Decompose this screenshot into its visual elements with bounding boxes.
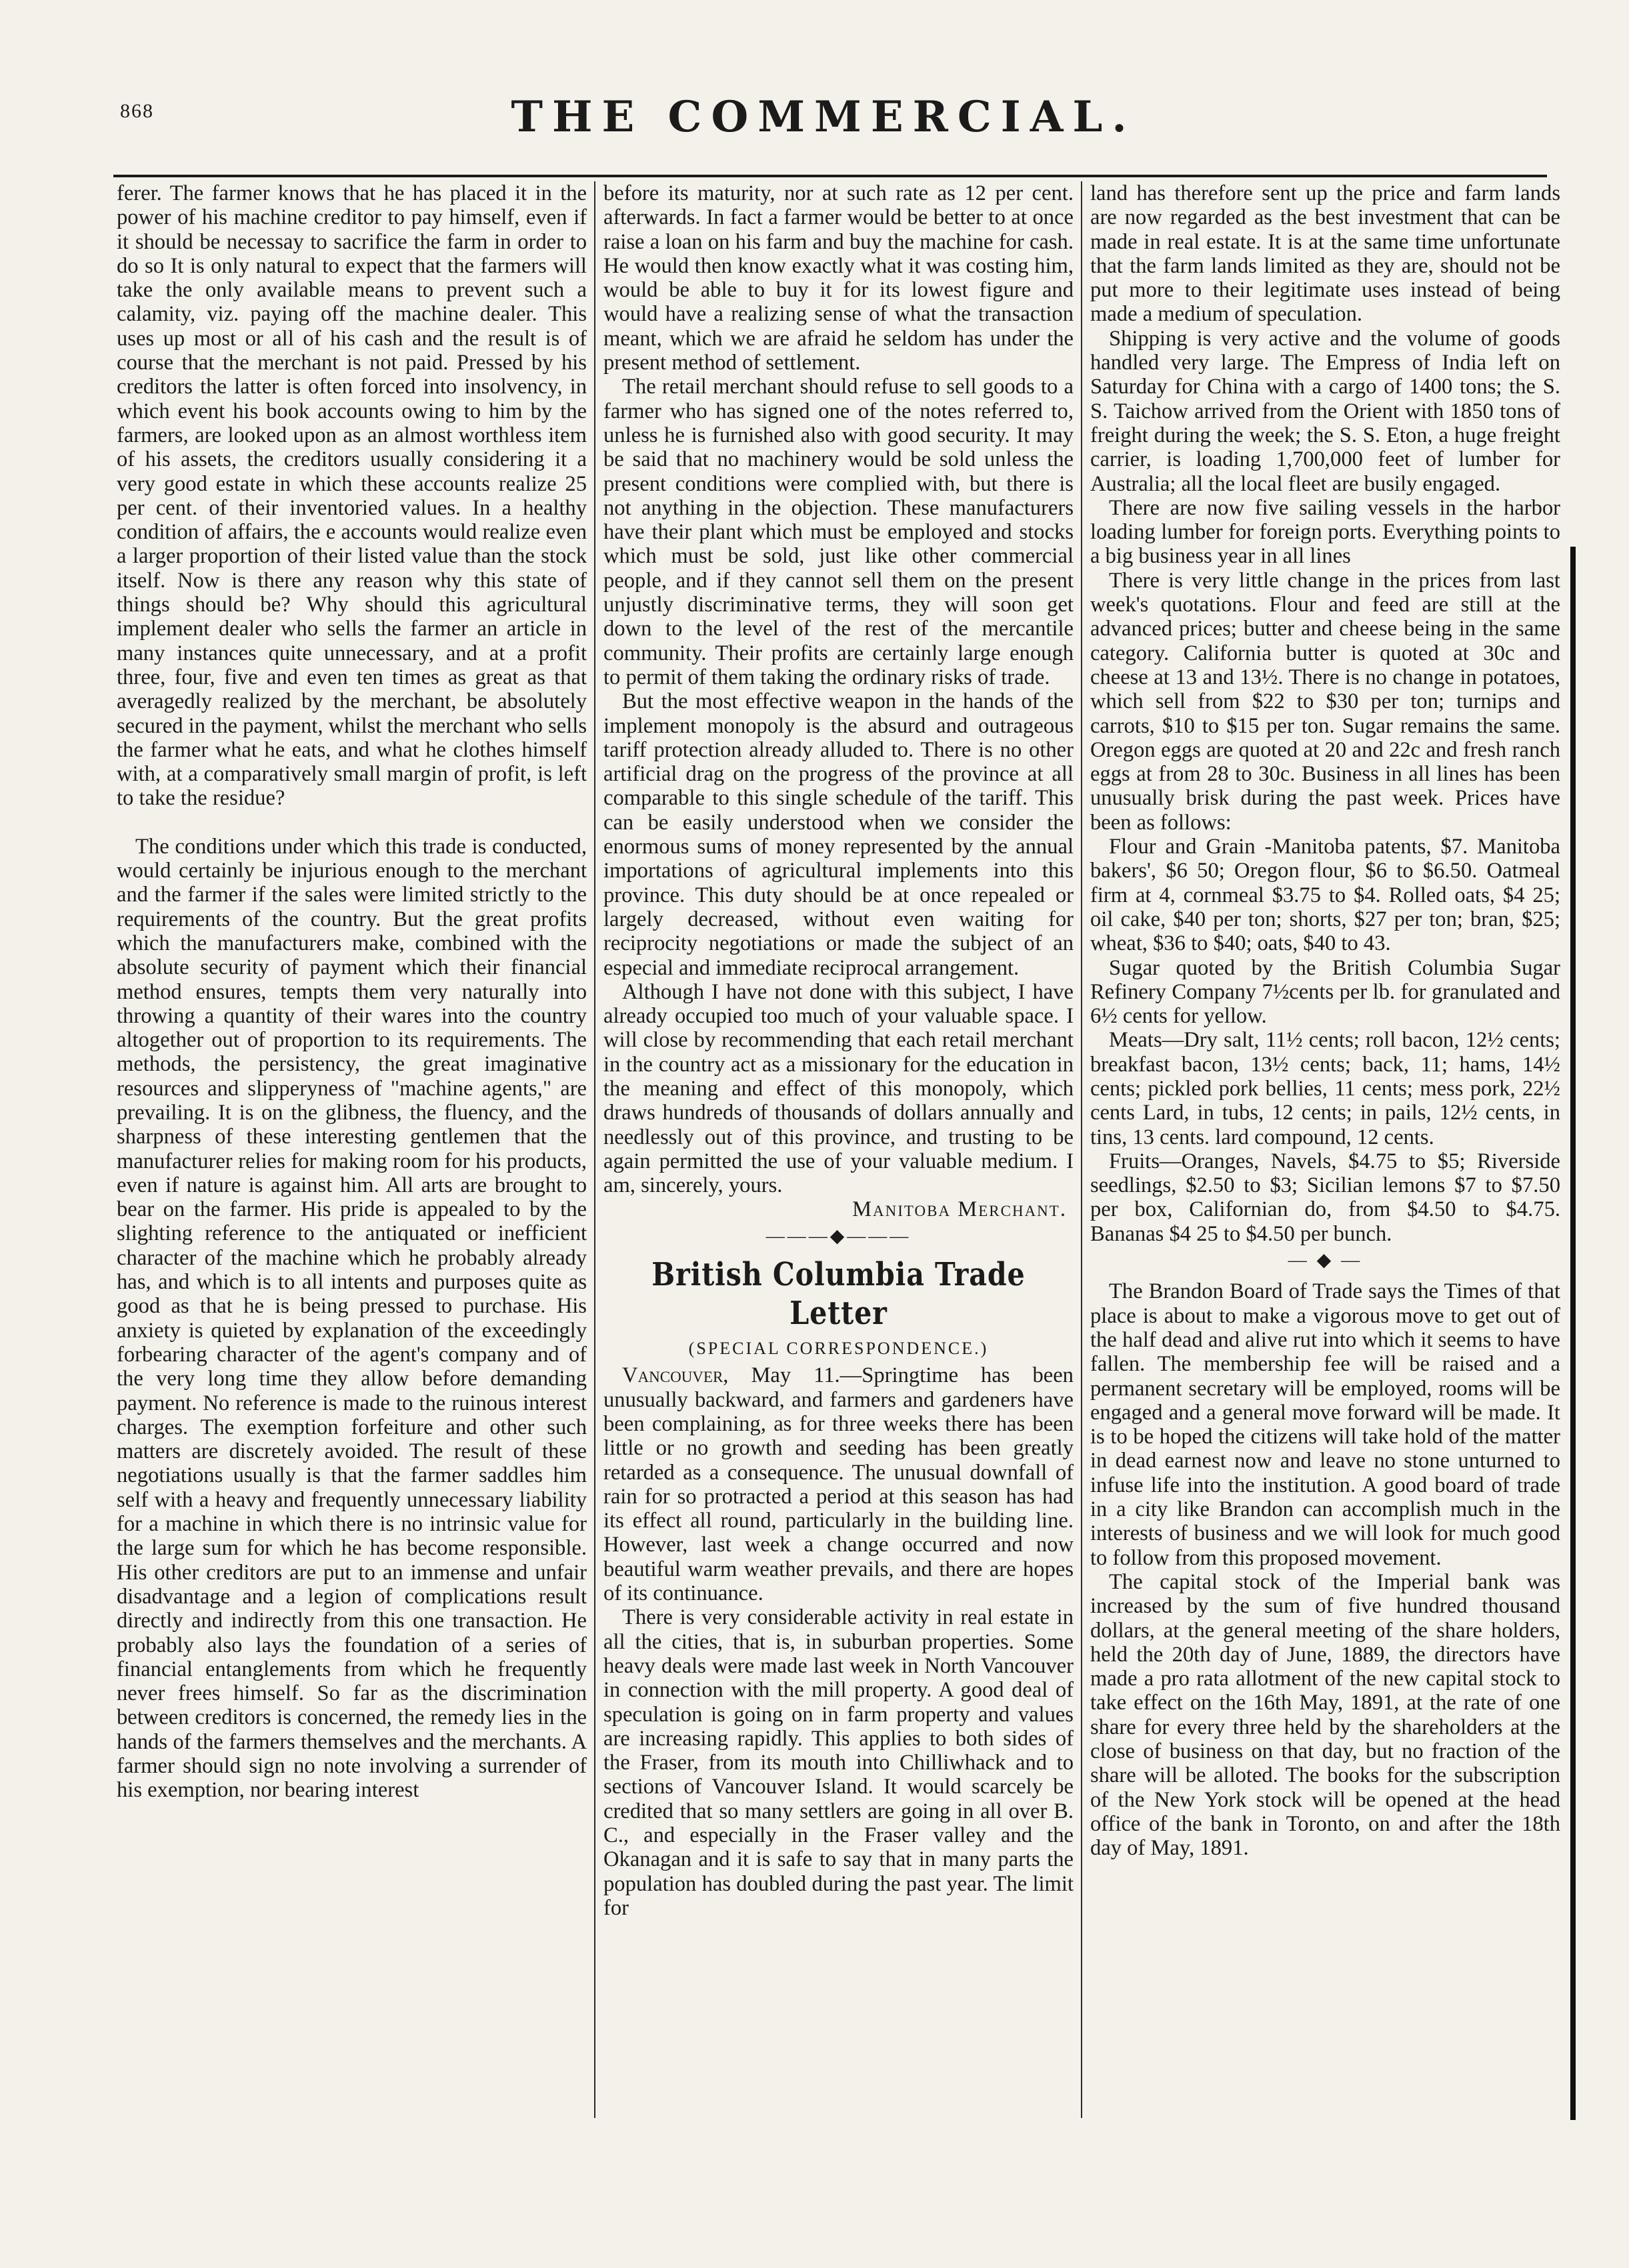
article-paragraph: before its maturity, nor at such rate as 12 per cent. afterwards. In fact a farmer would be better to at once raise a loan on his farm and buy the machine for cash. He would then know exactly what it was costing him, would be able to buy it for its lowest figure and would have a realizing sense of what the transaction meant, which we are afraid he seldom has under the present method of settlement. — [603, 181, 1074, 375]
column-2 — [603, 181, 1074, 2125]
article-paragraph: There is very considerable activity in real estate in all the cities, that is, in suburban properties. Some heavy deals were made last week in North Vancouver in connection with the mill property. A good deal of speculation is going on in farm property and values are increasing rapidly. This applies to both sides of the Fraser, from its mouth into Chilliwhack and to sections of Vancouver Island. It would scarcely be credited that so many settlers are going in all over B. C., and especially in the Fraser valley and the Okanagan and it is safe to say that in many parts the population has doubled during the past year. The limit for — [603, 1605, 1074, 1920]
article-paragraph: The retail merchant should refuse to sell goods to a farmer who has signed one of the notes referred to, unless he is furnished also with good security. It may be said that no machinery would be sold unless the present conditions were complied with, but there is not anything in the objection. These manufacturers have their plant which must be employed and stocks which must be sold, just like other commercial people, and if they cannot sell them on the present unjustly discriminative terms, they will soon get down to the level of the rest of the mercantile community. Their profits are certainly large enough to permit of them taking the ordinary risks of trade. — [603, 375, 1074, 689]
column-3 — [1090, 181, 1560, 2125]
article-paragraph: But the most effective weapon in the hands of the implement monopoly is the absurd and outrageous tariff protection already alluded to. There is no other artificial drag on the progress of the province at all comparable to this single schedule of the tariff. This can be easily understood when we consider the enormous sums of money represented by the annual importations of agricultural implements into this province. This duty should be at once repealed or largely decreased, without even waiting for reciprocity negotiations or made the subject of an especial and immediate reciprocal arrangement. — [603, 689, 1074, 980]
article-paragraph: Although I have not done with this subject, I have already occupied too much of your valuable space. I will close by recommending that each retail merchant in the country act as a missionary for the education in the meaning and effect of this monopoly, which draws hundreds of thousands of dollars annually and needlessly out of this province, and trusting to be again permitted the use of your valuable medium. I am, sincerely, yours. — [603, 979, 1074, 1198]
section-divider: ———◆——— — [765, 1225, 912, 1247]
article-headline: British Columbia Trade Letter — [651, 1256, 1026, 1333]
page-number: 868 — [120, 100, 154, 122]
article-paragraph: Shipping is very active and the volume of goods handled very large. The Empress of India left on Saturday for China with a cargo of 1400 tons; the S. S. Taichow arrived from the Orient with 1850 tons of freight during the week; the S. S. Eton, a huge freight carrier, is loading 1,700,000 feet of lumber for Australia; all the local fleet are busily engaged. — [1090, 326, 1560, 496]
article-paragraph: The conditions under which this trade is conducted, would certainly be injurious enough to the merchant and the farmer if the sales were limited strictly to the requirements of the country. But the great profits which the manufacturers make, combined with the absolute security of payment which their financial method ensures, tempts them very naturally into throwing a quantity of their wares into the country altogether out of proportion to its requirements. The methods, the persistency, the great imaginative resources and slipperyness of "machine agents," are prevailing. It is on the glibness, the fluency, and the sharpness of these interesting gentlemen that the manufacturer relies for making room for his products, even if nature is against him. All arts are brought to bear on the farmer. His pride is appealed to by the slighting reference to the antiquated or inefficient character of the machine which he probably already has, and which is to all intents and purposes quite as good as that he is being pressed to purchase. His anxiety is quieted by explanation of the exceedingly forbearing character of the agent's company and of the very long time they allow before demanding payment. No reference is made to the ruinous interest charges. The exemption forfeiture and other such matters are discretely avoided. The result of these negotiations usually is that the farmer saddles him self with a heavy and frequently unnecessary liability for a machine in which there is no intrinsic value for the large sum for which he has become responsible. His other creditors are put to an immense and unfair disadvantage and a legion of complications result directly and indirectly from this one transaction. He probably also lays the foundation of a series of financial entanglements from which he frequently never frees himself. So far as the discrimination between creditors is concerned, the remedy lies in the hands of the farmers themselves and the merchants. A farmer should sign no note involving a surrender of his exemption, nor bearing interest — [117, 834, 587, 1803]
article-paragraph: land has therefore sent up the price and farm lands are now regarded as the best investment that can be made in real estate. It is at the same time unfortunate that the farm lands limited as they are, should not be put more to their legitimate uses instead of being made a medium of speculation. — [1090, 181, 1560, 327]
article-paragraph: There are now five sailing vessels in the harbor loading lumber for foreign ports. Everything points to a big business year in all lines — [1090, 495, 1560, 569]
article-paragraph: May 11.—Springtime has been unusually backward, and farmers and gardeners have been complaining, as for three weeks there has been little or no growth and seeding has been greatly retarded as a consequence. The unusual downfall of rain for so protracted a period at this season has had its effect all round, particularly in the building line. However, last week a change occurred and now beautiful warm weather prevails, and there are hopes of its continuance. — [603, 1363, 1074, 1606]
margin-bar — [1570, 547, 1576, 2120]
article-paragraph: ferer. The farmer knows that he has placed it in the power of his machine creditor to pay himself, even if it should be necessay to sacrifice the farm in order to do so It is only natural to expect that the farmers will take the only available means to prevent such a calamity, viz. paying off the machine dealer. This uses up most or all of his cash and the result is of course that the merchant is not paid. Pressed by his creditors the latter is often forced into insolvency, in which event his book accounts owing to him by the farmers, are looked upon as an almost worthless item of his assets, the creditors usually considering it a very good estate in which these accounts realize 25 per cent. of their inventoried values. In a healthy condition of affairs, the e accounts would realize even a larger proportion of their listed value than the stock itself. Now is there any reason why this state of things should be? Why should this agricultural implement dealer who sells the farmer an article in many instances quite unnecessary, and at a profit three, four, five and even ten times as great as that averagedly realized by the merchant, be absolutely secured in the payment, whilst the merchant who sells the farmer what he eats, and what he clothes himself with, at a comparatively small margin of profit, is left to take the residue? — [117, 181, 587, 811]
column-1 — [117, 181, 587, 2125]
price-paragraph: Flour and Grain -Manitoba patents, $7. Manitoba bakers', $6 50; Oregon flour, $6 to $6.50. Oatmeal firm at 4, cornmeal $3.75 to $4. Rolled oats, $4 25; oil cake, $40 per ton; shorts, $27 per ton; bran, $25; wheat, $36 to $40; oats, $40 to 43. — [1090, 835, 1560, 956]
article-paragraph: The Brandon Board of Trade says the Times of that place is about to make a vigorous move to get out of the half dead and alive rut into which it seems to have fallen. The membership fee will be raised and a permanent secretary will be employed, rooms will be engaged and a general move forward will be made. It is to be hoped the citizens will take hold of the matter in dead earnest now and leave no stone unturned to infuse life into the institution. A good board of trade in a city like Brandon can accomplish much in the interests of business and we will look for much good to follow from this proposed movement. — [1090, 1279, 1560, 1570]
header-rule — [113, 175, 1547, 177]
masthead-title: THE COMMERCIAL. — [511, 92, 1136, 142]
section-divider: — ◆ — — [1288, 1250, 1363, 1271]
column-divider-1 — [594, 181, 595, 2118]
price-paragraph: Sugar quoted by the British Columbia Sugar Refinery Company 7½cents per lb. for granulated and 6½ cents for yellow. — [1090, 955, 1560, 1029]
article-paragraph: The capital stock of the Imperial bank was increased by the sum of five hundred thousand dollars, at the general meeting of the share holders, held the 20th day of June, 1889, the directors have made a pro rata allotment of the new capital stock to take effect on the 16th May, 1891, at the rate of one share for every three held by the shareholders at the close of business on that day, but no fraction of the share will be alloted. The books for the subscription of the New York stock will be opened at the head office of the bank in Toronto, on and after the 18th day of May, 1891. — [1090, 1569, 1560, 1861]
page-header — [100, 87, 1547, 160]
column-divider-2 — [1081, 181, 1082, 2118]
price-paragraph: Fruits—Oranges, Navels, $4.75 to $5; Riverside seedlings, $2.50 to $3; Sicilian lemons $7 to $7.50 per box, Californian do, from $4.50 to $4.75. Bananas $4 25 to $4.50 per bunch. — [1090, 1149, 1560, 1246]
price-paragraph: Meats—Dry salt, 11½ cents; roll bacon, 12½ cents; breakfast bacon, 13½ cents; back, 11; hams, 14½ cents; pickled pork bellies, 11 cents; mess pork, 22½ cents Lard, in tubs, 12 cents; in pails, 12½ cents, in tins, 13 cents. lard compound, 12 cents. — [1090, 1028, 1560, 1149]
article-subhead: (SPECIAL CORRESPONDENCE.) — [688, 1339, 989, 1359]
article-paragraph: There is very little change in the prices from last week's quotations. Flour and feed are still at the advanced prices; butter and cheese being in the same category. California butter is quoted at 30c and cheese at 13 and 13½. There is no change in potatoes, which sell from $22 to $30 per ton; turnips and carrots, $10 to $15 per ton. Sugar remains the same. Oregon eggs are quoted at 20 and 22c and fresh ranch eggs at from 28 to 30c. Business in all lines has been unusually brisk during the past week. Prices have been as follows: — [1090, 568, 1560, 835]
article-dateline: Vancouver, — [622, 1363, 729, 1388]
letter-signature: Manitoba Merchant. — [852, 1197, 1067, 1222]
